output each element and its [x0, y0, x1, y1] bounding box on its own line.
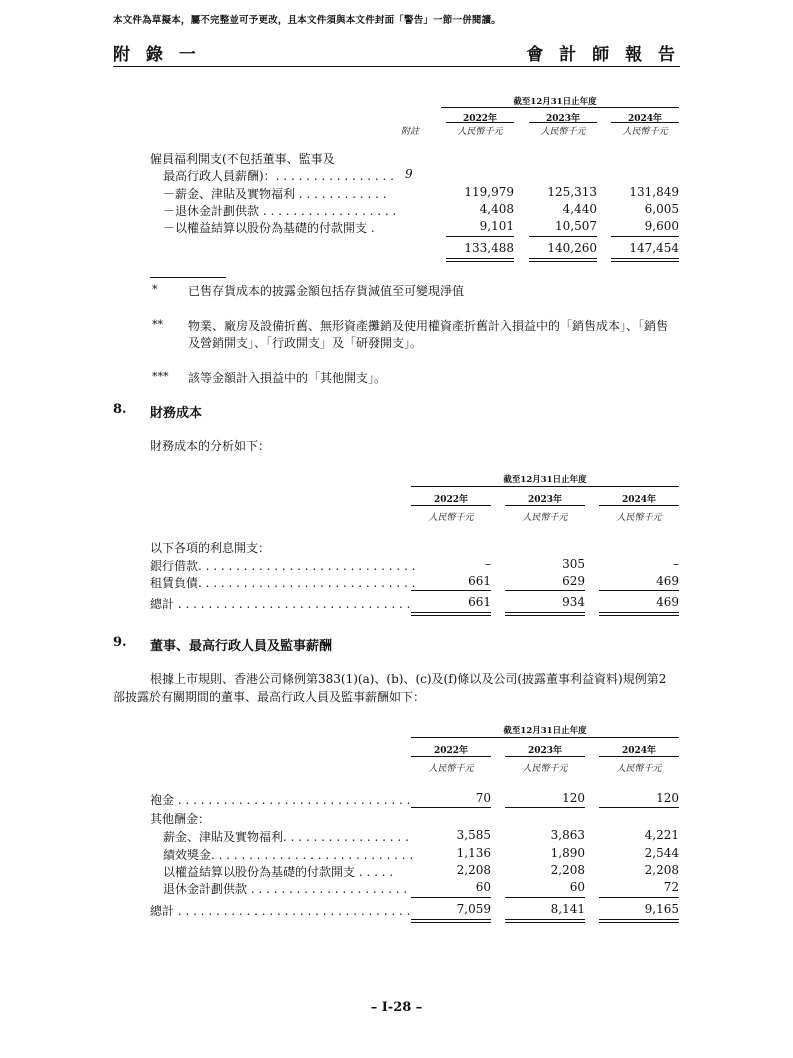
- table2-year: 2022年: [433, 495, 469, 505]
- table1-cell: 4,408: [479, 202, 514, 216]
- table1-total: 140,260: [547, 241, 597, 255]
- table3-cell: 120: [562, 791, 585, 805]
- table2-total: 661: [468, 595, 491, 609]
- draft-warning: 本文件為草擬本，屬不完整並可予更改，且本文件須與本文件封面「警告」一節一併閱讀。: [113, 15, 502, 26]
- table2-cell: 629: [562, 574, 585, 588]
- table1-year-2022: 2022年: [462, 114, 498, 124]
- table2-year: 2024年: [621, 495, 657, 505]
- header-rule: [113, 66, 680, 67]
- total-double-rule: [505, 919, 585, 923]
- table3-total: 7,059: [456, 902, 491, 916]
- table3-period: 截至12月31日止年度: [503, 726, 587, 736]
- subtotal-rule: [611, 236, 679, 237]
- table1-row-label: －以權益結算以股份為基礎的付款開支 .: [163, 221, 375, 235]
- table1-title-line1: 僱員福利開支(不包括董事、監事及: [150, 152, 335, 166]
- table1-title-line2: 最高行政人員薪酬)：. . . . . . . . . . . . . . . .: [163, 169, 394, 183]
- table2-total: 934: [562, 595, 585, 609]
- section-paragraph-line2: 部披露於有關期間的董事、最高行政人員及監事薪酬如下：: [113, 690, 426, 704]
- table1-year-rule: [446, 122, 514, 123]
- table2-period-rule: [411, 486, 679, 487]
- table3-cell: 72: [663, 880, 679, 894]
- table1-period-rule: [441, 107, 679, 108]
- table3-total: 9,165: [644, 902, 679, 916]
- table3-cell: 2,208: [456, 863, 491, 877]
- table1-total: 133,488: [464, 241, 514, 255]
- section-title: 董事、最高行政人員及監事薪酬: [150, 639, 333, 654]
- section-number: 9.: [113, 635, 127, 650]
- table3-year-rule: [411, 756, 491, 757]
- table3-year: 2022年: [433, 746, 469, 756]
- table1-year-2023: 2023年: [545, 114, 581, 124]
- footnote-text: 物業、廠房及設備折舊、無形資產攤銷及使用權資產折舊計入損益中的「銷售成本」、「銷售: [188, 319, 669, 333]
- table3-unit: 人民幣千元: [616, 764, 662, 774]
- table3-cell: 4,221: [644, 828, 679, 842]
- table3-year-rule: [599, 756, 679, 757]
- page-number: – I-28 –: [370, 1000, 423, 1015]
- table2-row-label: 銀行借款. . . . . . . . . . . . . . . . . . . . . . . . . . . . .: [150, 559, 416, 573]
- table1-note-header: 附註: [400, 127, 419, 137]
- table2-subheading: 以下各項的利息開支：: [150, 541, 271, 555]
- total-double-rule: [411, 612, 491, 616]
- subtotal-rule: [599, 897, 679, 898]
- table3-other-label: 其他酬金：: [150, 812, 211, 826]
- footnote-rule: [150, 277, 226, 278]
- table1-row-label: －退休金計劃供款 . . . . . . . . . . . . . . . . . .: [163, 204, 397, 218]
- total-double-rule: [505, 612, 585, 616]
- section-intro: 財務成本的分析如下：: [150, 439, 271, 453]
- footnote-mark: **: [152, 318, 163, 331]
- table1-year-rule: [611, 122, 679, 123]
- appendix-title: 附 錄 一: [113, 45, 201, 65]
- table3-year-rule: [505, 756, 585, 757]
- table3-cell: 120: [656, 791, 679, 805]
- footnote-text: 已售存貨成本的披露金額包括存貨減值至可變現淨值: [188, 284, 465, 298]
- subtotal-rule: [505, 590, 585, 591]
- table2-total: 469: [656, 595, 679, 609]
- table2-cell: 661: [468, 574, 491, 588]
- table2-year: 2023年: [527, 495, 563, 505]
- table1-cell: 6,005: [644, 202, 679, 216]
- total-double-rule: [446, 258, 514, 262]
- table1-note-ref: 9: [405, 167, 413, 181]
- total-double-rule: [599, 612, 679, 616]
- table3-cell: 60: [475, 880, 491, 894]
- table1-row-label: －薪金、津貼及實物福利 . . . . . . . . . . . .: [163, 187, 387, 201]
- table3-row-label: 績效獎金. . . . . . . . . . . . . . . . . . . . . . . . . . .: [163, 848, 414, 862]
- table2-cell: 305: [562, 557, 585, 571]
- table3-cell: 60: [569, 880, 585, 894]
- table3-unit: 人民幣千元: [522, 764, 568, 774]
- table3-cell: 1,890: [550, 846, 585, 860]
- table2-row-label: 租賃負債. . . . . . . . . . . . . . . . . . . . . . . . . . . . .: [150, 576, 416, 590]
- table3-fees-label: 袍金 . . . . . . . . . . . . . . . . . . . . . . . . . . . . . . .: [150, 793, 411, 807]
- table2-cell: –: [485, 557, 491, 571]
- table1-cell: 9,600: [644, 219, 679, 233]
- subtotal-rule: [599, 807, 679, 808]
- table2-total-label: 總計 . . . . . . . . . . . . . . . . . . . . . . . . . . . . . . .: [150, 597, 411, 611]
- subtotal-rule: [505, 807, 585, 808]
- table1-cell: 119,979: [464, 185, 514, 199]
- table1-cell: 10,507: [555, 219, 597, 233]
- table1-period: 截至12月31日止年度: [513, 97, 597, 107]
- table1-cell: 9,101: [479, 219, 514, 233]
- table2-cell: 469: [656, 574, 679, 588]
- table3-row-label: 薪金、津貼及實物福利. . . . . . . . . . . . . . . . .: [163, 830, 409, 844]
- table3-total: 8,141: [550, 902, 585, 916]
- section-number: 8.: [113, 402, 127, 417]
- table1-year-2024: 2024年: [627, 114, 663, 124]
- footnote-text: 該等金額計入損益中的「其他開支」。: [188, 371, 387, 385]
- subtotal-rule: [446, 236, 514, 237]
- table2-year-rule: [505, 505, 585, 506]
- table1-unit: 人民幣千元: [622, 127, 668, 137]
- table3-cell: 2,208: [550, 863, 585, 877]
- table3-cell: 2,544: [644, 846, 679, 860]
- subtotal-rule: [505, 897, 585, 898]
- table1-cell: 4,440: [562, 202, 597, 216]
- subtotal-rule: [599, 590, 679, 591]
- table3-cell: 70: [475, 791, 491, 805]
- table1-total: 147,454: [629, 241, 679, 255]
- table3-row-label: 以權益結算以股份為基礎的付款開支 . . . . .: [163, 865, 394, 879]
- subtotal-rule: [411, 590, 491, 591]
- table2-unit: 人民幣千元: [616, 513, 662, 523]
- total-double-rule: [411, 919, 491, 923]
- subtotal-rule: [411, 807, 491, 808]
- table1-unit: 人民幣千元: [457, 127, 503, 137]
- table2-unit: 人民幣千元: [428, 513, 474, 523]
- table1-unit: 人民幣千元: [540, 127, 586, 137]
- table3-cell: 2,208: [644, 863, 679, 877]
- subtotal-rule: [411, 897, 491, 898]
- table3-cell: 3,863: [550, 828, 585, 842]
- section-paragraph-line1: 根據上市規則、香港公司條例第383(1)(a)、(b)、(c)及(f)條以及公司(披露董事利益資料)規例第2: [150, 672, 667, 686]
- table2-unit: 人民幣千元: [522, 513, 568, 523]
- table2-year-rule: [599, 505, 679, 506]
- table1-cell: 131,849: [629, 185, 679, 199]
- footnote-text: 及營銷開支」、「行政開支」及「研發開支」。: [188, 336, 423, 350]
- subtotal-rule: [529, 236, 597, 237]
- table3-unit: 人民幣千元: [428, 764, 474, 774]
- footnote-mark: ***: [152, 370, 169, 383]
- table2-year-rule: [411, 505, 491, 506]
- table3-cell: 1,136: [456, 846, 491, 860]
- table3-year: 2023年: [527, 746, 563, 756]
- table3-total-label: 總計 . . . . . . . . . . . . . . . . . . . . . . . . . . . . . . .: [150, 904, 411, 918]
- table1-cell: 125,313: [547, 185, 597, 199]
- total-double-rule: [611, 258, 679, 262]
- section-title: 財務成本: [150, 406, 203, 421]
- table2-cell: –: [673, 557, 679, 571]
- report-title: 會 計 師 報 告: [526, 45, 680, 65]
- table3-year: 2024年: [621, 746, 657, 756]
- table2-period: 截至12月31日止年度: [503, 475, 587, 485]
- table1-year-rule: [529, 122, 597, 123]
- table3-period-rule: [411, 737, 679, 738]
- footnote-mark: *: [152, 283, 158, 296]
- table3-cell: 3,585: [456, 828, 491, 842]
- total-double-rule: [529, 258, 597, 262]
- total-double-rule: [599, 919, 679, 923]
- table3-row-label: 退休金計劃供款 . . . . . . . . . . . . . . . . . . . . .: [163, 882, 408, 896]
